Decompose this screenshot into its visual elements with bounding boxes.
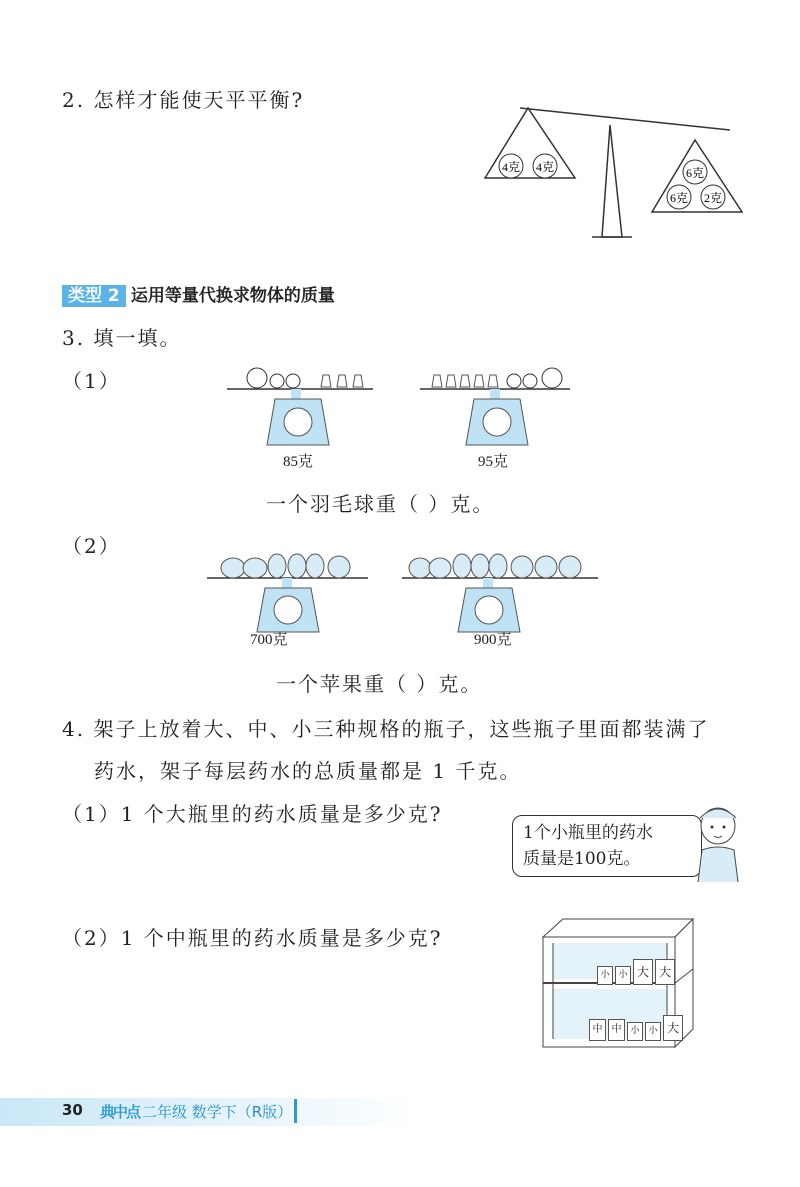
weight-label: 4克 — [535, 160, 555, 174]
q4-sub2: （2）1 个中瓶里的药水质量是多少克? — [62, 926, 443, 950]
q4-sub1: （1）1 个大瓶里的药水质量是多少克? — [62, 802, 443, 826]
pear-icons — [453, 554, 507, 578]
footer-divider — [294, 1099, 297, 1123]
peach-icons — [221, 558, 267, 578]
scale-2-reading: 95克 — [478, 454, 509, 470]
q3-part1-answer: 一个羽毛球重（ ）克。 — [266, 492, 495, 516]
bottle-large: 大 — [633, 959, 653, 985]
apple-icons — [511, 556, 581, 578]
scale-1-reading: 85克 — [283, 454, 314, 470]
apple-icon — [328, 556, 350, 578]
bottle-small: 小 — [615, 966, 631, 985]
q4-line1: 4. 架子上放着大、中、小三种规格的瓶子，这些瓶子里面都装满了 — [62, 717, 710, 741]
weight-label: 4克 — [501, 160, 521, 174]
hint-line-2: 质量是100克。 — [523, 849, 641, 869]
balance-illustration — [480, 100, 750, 245]
bottle-small: 小 — [627, 1022, 643, 1041]
bottle-medium: 中 — [589, 1019, 606, 1041]
weight-label: 2克 — [703, 191, 723, 205]
scale-3-reading: 700克 — [250, 632, 288, 648]
shelf-bottom-row — [589, 1015, 683, 1041]
peach-icons — [409, 558, 451, 578]
shelf-top-row — [597, 959, 675, 985]
q2-title: 2. 怎样才能使天平平衡? — [62, 88, 305, 112]
shuttlecock-icons — [432, 375, 498, 387]
section-tag: 类型 2 — [62, 285, 126, 307]
bottle-small: 小 — [645, 1022, 661, 1041]
q3-part2-label: （2） — [62, 534, 121, 558]
section-header — [62, 281, 335, 306]
hint-line-1: 1个小瓶里的药水 — [523, 823, 653, 843]
brand-logo: 典中点 — [100, 1103, 140, 1121]
q3-part2-answer: 一个苹果重（ ）克。 — [276, 672, 483, 696]
page-number: 30 — [62, 1101, 83, 1119]
q3-part1-label: （1） — [62, 369, 121, 393]
bottle-medium: 中 — [608, 1019, 625, 1041]
weight-label: 6克 — [669, 191, 689, 205]
book-title: 二年级 数学下（R版） — [142, 1103, 293, 1121]
pear-icons — [268, 554, 324, 578]
hint-bubble — [512, 815, 702, 877]
scale-1 — [225, 365, 375, 455]
bottle-small: 小 — [597, 966, 613, 985]
scale-4-reading: 900克 — [474, 632, 512, 648]
boy-icon — [690, 800, 750, 885]
shuttlecock-icons — [321, 375, 363, 387]
weight-label: 6克 — [685, 166, 705, 180]
q4-line2: 药水，架子每层药水的总质量都是 1 千克。 — [94, 759, 522, 783]
scale-2 — [418, 365, 573, 455]
section-title: 运用等量代换求物体的质量 — [130, 286, 335, 306]
bottle-large: 大 — [663, 1015, 683, 1041]
q3-title: 3. 填一填。 — [62, 326, 182, 350]
scale-3 — [205, 540, 370, 640]
bottle-large: 大 — [655, 959, 675, 985]
scale-4 — [400, 540, 600, 640]
